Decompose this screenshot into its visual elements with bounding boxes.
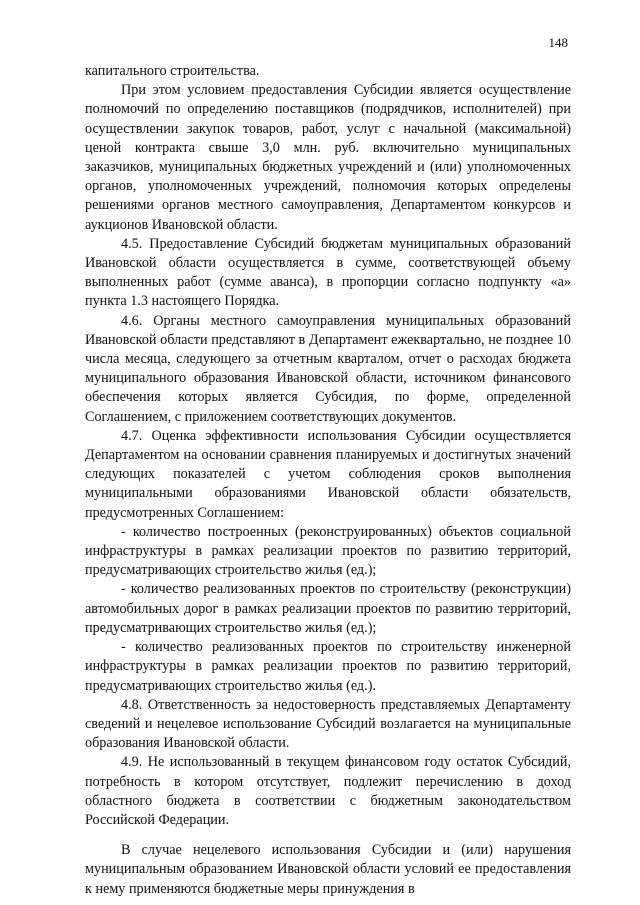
paragraph-4-5: 4.5. Предоставление Субсидий бюджетам муниципальных образований Ивановской области осуществляется в сумме, соответствующей объему выполненных работ (сумме аванса), в пропорции согласно подпункту «а» пункта 1.3 настоящего Порядка.: [85, 235, 571, 310]
paragraph-4-9: 4.9. Не использованный в текущем финансовом году остаток Субсидий, потребность в котором отсутствует, подлежит перечислению в доход областного бюджета в соответствии с бюджетным законодательством Российской Федерации.: [85, 754, 571, 828]
page-number: 148: [548, 35, 568, 50]
list-item-social-infrastructure: - количество построенных (реконструированных) объектов социальной инфраструктуры в рамках реализации проектов по развитию территорий, предусматривающих строительство жилья (ед.);: [85, 523, 571, 579]
paragraph-4-8: 4.8. Ответственность за недостоверность представляемых Департаменту сведений и нецелевое использование Субсидий возлагается на муниципальные образования Ивановской области.: [85, 696, 571, 752]
paragraph-continuation: капитального строительства.: [85, 63, 260, 79]
list-item-roads: - количество реализованных проектов по строительству (реконструкции) автомобильных дорог в рамках реализации проектов по развитию территорий, предусматривающих строительство жилья (ед.);: [85, 581, 571, 636]
list-item-engineering-infrastructure: - количество реализованных проектов по строительству инженерной инфраструктуры в рамках реализации проектов по развитию территорий, предусматривающих строительство жилья (ед.).: [85, 639, 571, 694]
paragraph-4-6: 4.6. Органы местного самоуправления муниципальных образований Ивановской области представляют в Департамент ежеквартально, не позднее 10 числа месяца, следующего за отчетным кварталом, отчет о расходах бюджета муниципального образования Ивановской области, источником финансового обеспечения которых является Субсидия, по форме, определенной Соглашением, с приложением соответствующих документов.: [85, 312, 571, 425]
document-body: [85, 62, 571, 899]
paragraph-misuse-case: В случае нецелевого использования Субсидии и (или) нарушения муниципальным образованием Ивановской области условий ее предоставления к нему применяются бюджетные меры принуждения в: [85, 842, 571, 897]
paragraph-subsidy-condition: При этом условием предоставления Субсидии является осуществление полномочий по определению поставщиков (подрядчиков, исполнителей) при осуществлении закупок товаров, работ, услуг с начальной (максимальной) ценой контракта свыше 3,0 млн. руб. включительно муниципальных заказчиков, муниципальных бюджетных учреждений и (или) уполномоченных органов, уполномоченных учреждений, полномочия которых определены решениями органов местного самоуправления, Департаментом конкурсов и аукционов Ивановской области.: [85, 82, 571, 233]
paragraph-4-7: 4.7. Оценка эффективности использования Субсидии осуществляется Департаментом на основании сравнения планируемых и достигнутых значений следующих показателей с учетом соблюдения сроков выполнения муниципальными образованиями Ивановской области обязательств, предусмотренных Соглашением:: [85, 427, 571, 521]
